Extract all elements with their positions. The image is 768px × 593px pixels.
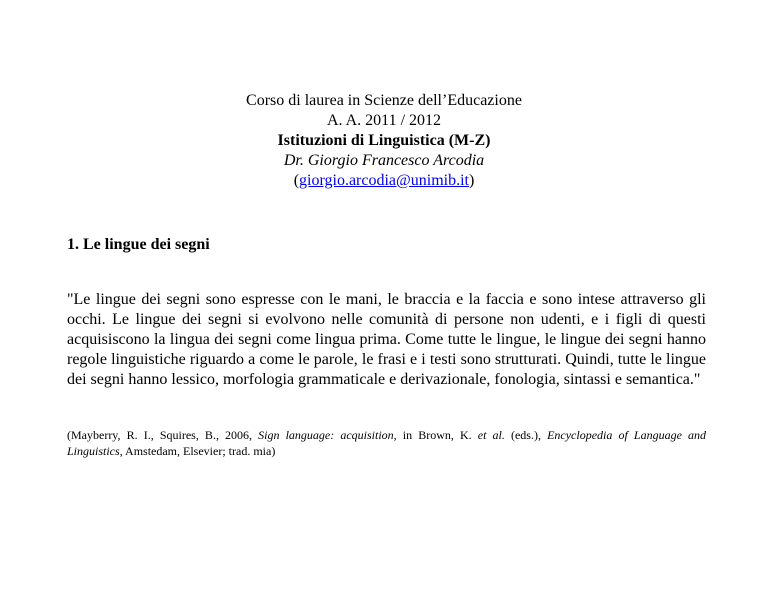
quote-paragraph: "Le lingue dei segni sono espresse con le mani, le braccia e la faccia e sono intese attraverso gli occhi. Le lingue dei segni si evolvono nelle comunità di persone non udenti, e i figli di questi acquisiscono la lingua dei segni come lingua prima. Come tutte le lingue, le lingue dei segni hanno regole linguistiche riguardo a come le parole, le frasi e i testi sono strutturati. Quindi, tutte le lingue dei segni hanno lessico, morfologia grammaticale e derivazionale, fonologia, sintassi e semantica." bbox=[67, 291, 706, 388]
document-header bbox=[0, 91, 768, 191]
course-name: Corso di laurea in Scienze dell’Educazione bbox=[246, 92, 522, 109]
email-close-paren: ) bbox=[468, 172, 475, 189]
subject-title: Istituzioni di Linguistica (M-Z) bbox=[277, 132, 491, 149]
citation bbox=[67, 427, 706, 459]
email-link[interactable]: giorgio.arcodia@unimib.it bbox=[299, 172, 469, 189]
citation-book: Encyclopedia of Language and Linguistics bbox=[67, 428, 707, 458]
academic-year: A. A. 2011 / 2012 bbox=[326, 112, 442, 129]
citation-title: Sign language: acquisition bbox=[258, 428, 394, 442]
citation-part2: , in Brown, K. bbox=[393, 428, 478, 442]
citation-etal: et al. bbox=[477, 428, 505, 442]
teacher-name: Dr. Giorgio Francesco Arcodia bbox=[283, 152, 485, 169]
citation-part4: , Amstedam, Elsevier; trad. mia) bbox=[119, 444, 276, 458]
citation-part3: (eds.), bbox=[504, 428, 548, 442]
email-open-paren: ( bbox=[293, 172, 300, 189]
email-line bbox=[0, 171, 768, 191]
citation-part1: (Mayberry, R. I., Squires, B., 2006, bbox=[67, 428, 259, 442]
section-title: 1. Le lingue dei segni bbox=[67, 236, 210, 253]
